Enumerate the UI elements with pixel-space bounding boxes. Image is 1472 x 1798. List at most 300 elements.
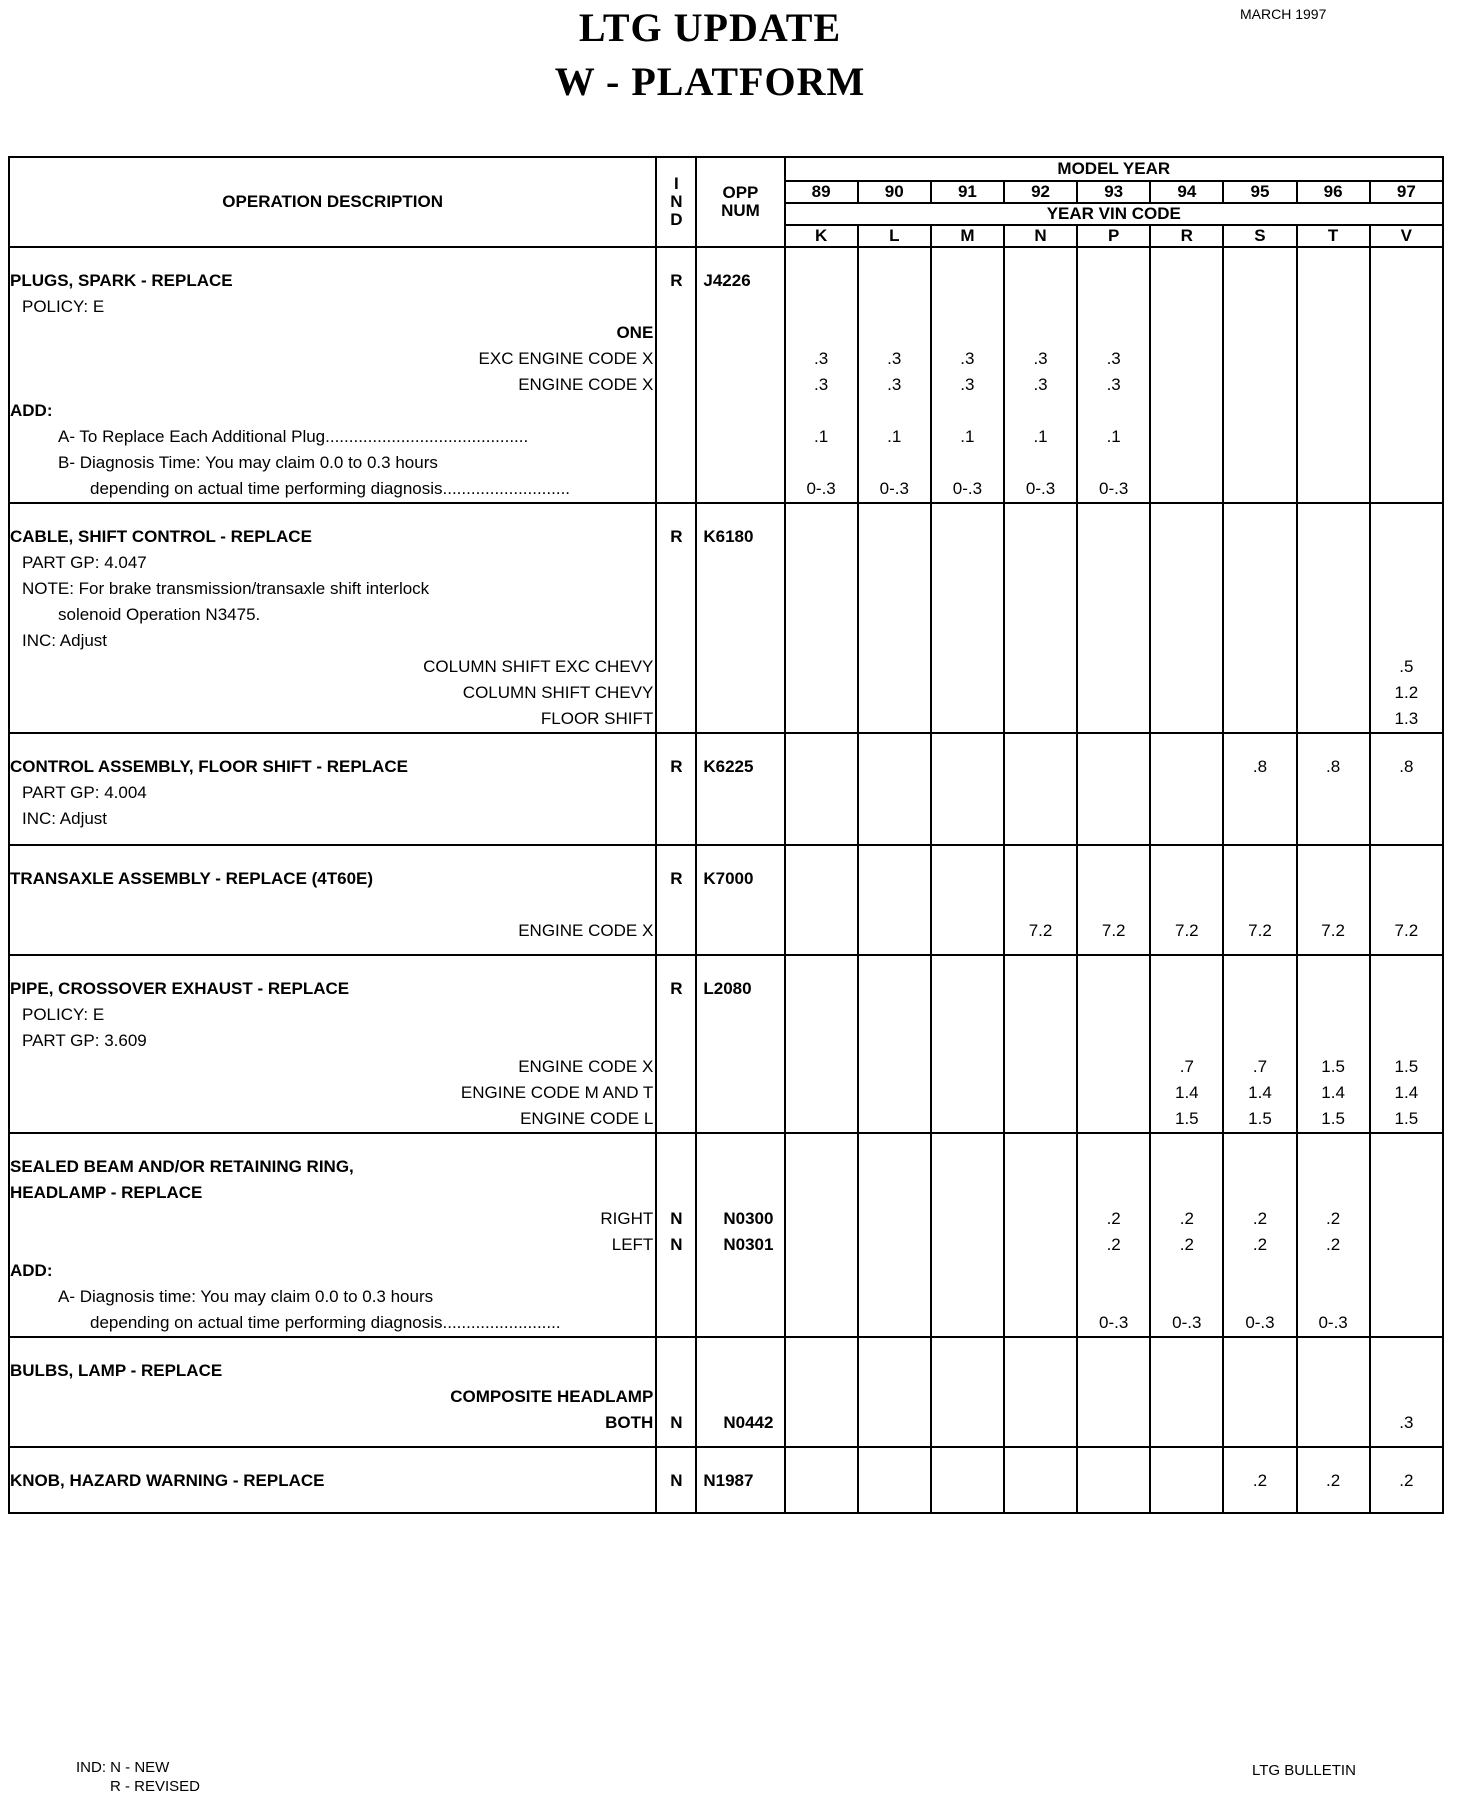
labor-time-value [1005,780,1076,806]
labor-time-value [1224,320,1295,346]
ind-cell [656,845,696,955]
year-97-cell [1370,247,1443,503]
description-line: ADD: [10,1261,53,1280]
labor-time-value [1005,576,1076,602]
description-line: depending on actual time performing diagnosis........................... [90,479,571,498]
ind-value [657,1310,695,1336]
labor-time-value: .1 [887,427,902,446]
labor-time-value [932,806,1003,832]
labor-time-value [1371,1358,1442,1384]
year-89-cell [785,1337,858,1447]
labor-time-value [1005,1080,1076,1106]
year-95-cell [1223,1337,1296,1447]
labor-time-value [1078,754,1149,780]
labor-time-value: .5 [1399,657,1414,676]
year-94-cell [1150,955,1223,1133]
labor-time-value [1151,892,1222,918]
labor-time-value [1224,524,1295,550]
year-97-cell [1370,733,1443,845]
labor-time-value [1005,1310,1076,1336]
labor-time-value: 0-.3 [806,479,836,498]
labor-time-value [859,1002,930,1028]
labor-time-value [1224,294,1295,320]
header-year-89: 89 [785,181,858,203]
ind-value: N [670,1471,683,1490]
year-92-cell [1004,955,1077,1133]
operation-description [9,845,656,955]
labor-time-value: .2 [1326,1209,1341,1228]
labor-time-value [786,1154,857,1180]
labor-time-value [1371,1002,1442,1028]
labor-time-value [859,1310,930,1336]
labor-time-value [1151,476,1222,502]
labor-time-value [786,1284,857,1310]
labor-time-value: .3 [1399,1413,1414,1432]
labor-time-value [1078,1054,1149,1080]
labor-time-value [786,1106,857,1132]
labor-time-value [1078,550,1149,576]
labor-time-value: 7.2 [1101,921,1126,940]
labor-time-value [1224,346,1295,372]
labor-time-value [1005,654,1076,680]
year-90-cell [858,247,931,503]
labor-time-value: 1.5 [1248,1109,1272,1128]
labor-time-value [1371,550,1442,576]
labor-time-value [1371,294,1442,320]
labor-time-value [859,780,930,806]
labor-time-value: 1.5 [1394,1109,1419,1128]
opp-num-value: N0301 [723,1235,774,1254]
labor-time-value: 1.5 [1394,1057,1419,1076]
labor-time-value [1224,680,1295,706]
labor-time-value [1298,1284,1369,1310]
labor-time-value [859,1384,930,1410]
opp-num-value [703,1258,783,1284]
opp-num-value: N1987 [703,1471,754,1490]
labor-time-value [786,602,857,628]
labor-time-value: .3 [1106,375,1121,394]
description-line: COMPOSITE HEADLAMP [450,1387,654,1406]
labor-time-value [932,268,1003,294]
labor-time-value [1151,1180,1222,1206]
labor-time-value [1005,866,1076,892]
labor-time-value [1298,780,1369,806]
description-line: INC: Adjust [22,631,108,650]
year-90-cell [858,1337,931,1447]
labor-time-value [1151,1258,1222,1284]
labor-time-value [859,654,930,680]
labor-time-value [1078,1358,1149,1384]
labor-time-value: 1.4 [1321,1083,1345,1102]
year-91-cell [931,503,1004,733]
opp-num-cell [696,955,784,1133]
labor-time-value [1078,806,1149,832]
labor-time-value [786,1054,857,1080]
labor-time-value [1078,892,1149,918]
ind-value: N [670,1413,683,1432]
labor-time-value: 7.2 [1321,921,1345,940]
description-line: ENGINE CODE X [518,921,654,940]
labor-time-value [932,654,1003,680]
labor-time-value [786,550,857,576]
labor-time-value: .2 [1399,1471,1414,1490]
labor-time-value [786,398,857,424]
labor-time-value [786,1002,857,1028]
labor-time-value [932,1232,1003,1258]
labor-time-value: .8 [1399,757,1414,776]
labor-time-value [932,780,1003,806]
year-89-cell [785,733,858,845]
labor-time-value: .3 [814,375,829,394]
operation-description [9,1337,656,1447]
labor-time-value [1078,398,1149,424]
labor-time-value [1298,706,1369,732]
labor-time-value [1151,1468,1222,1494]
labor-time-value [1224,892,1295,918]
labor-time-value [932,1206,1003,1232]
labor-time-value [1224,806,1295,832]
labor-time-value [1078,1154,1149,1180]
year-97-cell [1370,845,1443,955]
labor-time-value [1005,1258,1076,1284]
labor-time-value [1224,654,1295,680]
labor-time-value [1151,754,1222,780]
opp-num-value: J4226 [703,271,751,290]
labor-time-value [1078,1180,1149,1206]
labor-time-value [1151,976,1222,1002]
header-year-90: 90 [858,181,931,203]
year-91-cell [931,955,1004,1133]
labor-time-value [786,806,857,832]
labor-time-value [1151,1028,1222,1054]
year-97-cell [1370,1133,1443,1337]
table-row [9,1133,1443,1337]
labor-time-value [859,1054,930,1080]
description-line: BOTH [605,1413,654,1432]
opp-num-value [703,1310,783,1336]
labor-time-value [1224,706,1295,732]
labor-time-value [786,268,857,294]
labor-time-value [1151,268,1222,294]
labor-time-value [859,1180,930,1206]
opp-num-value [703,1358,783,1384]
labor-time-value [1005,1206,1076,1232]
labor-time-value [859,1258,930,1284]
opp-num-value [703,1180,783,1206]
opp-num-value [703,1284,783,1310]
year-96-cell [1297,1133,1370,1337]
labor-time-value [859,1358,930,1384]
labor-time-value [932,1384,1003,1410]
ind-value [657,1180,695,1206]
year-96-cell [1297,845,1370,955]
labor-time-value [1224,602,1295,628]
table-row [9,845,1443,955]
labor-time-value [1151,346,1222,372]
labor-time-value [1371,424,1442,450]
ind-value [657,1154,695,1180]
ind-cell [656,955,696,1133]
labor-time-value [1298,976,1369,1002]
labor-time-value [1005,806,1076,832]
labor-time-value: .2 [1252,1471,1268,1490]
year-90-cell [858,503,931,733]
labor-time-value [1298,1384,1369,1410]
description-line: ENGINE CODE X [518,1057,654,1076]
year-89-cell [785,247,858,503]
labor-time-value [932,866,1003,892]
year-97-cell [1370,955,1443,1133]
header-year-94: 94 [1150,181,1223,203]
opp-num-value [703,1384,783,1410]
labor-time-value [1078,1384,1149,1410]
labor-time-value [932,320,1003,346]
labor-time-value [1298,294,1369,320]
labor-time-value [786,1028,857,1054]
labor-time-value [859,294,930,320]
year-91-cell [931,1447,1004,1513]
year-91-cell [931,247,1004,503]
labor-time-value [932,628,1003,654]
labor-time-value [1078,706,1149,732]
labor-time-value [1224,1154,1295,1180]
labor-time-value [859,1080,930,1106]
labor-time-value [786,866,857,892]
ind-value [657,1384,695,1410]
labor-time-value [786,1080,857,1106]
ind-legend [76,1758,200,1796]
year-95-cell [1223,733,1296,845]
labor-time-value: 0-.3 [1025,479,1056,498]
bulletin-date: MARCH 1997 [1240,6,1327,22]
year-95-cell [1223,247,1296,503]
labor-time-value [859,1232,930,1258]
labor-time-value [1078,1258,1149,1284]
labor-time-value [932,1180,1003,1206]
labor-time-value [1151,866,1222,892]
labor-time-value [1371,576,1442,602]
labor-time-value [1298,866,1369,892]
description-line: ENGINE CODE M AND T [460,1083,654,1102]
labor-time-value [932,1028,1003,1054]
labor-time-value [786,754,857,780]
labor-time-value [1298,602,1369,628]
labor-time-value [1371,1206,1442,1232]
labor-time-value [1078,294,1149,320]
labor-time-value [1298,1028,1369,1054]
labor-time-value [859,450,930,476]
labor-time-value [1151,550,1222,576]
labor-time-value [859,1154,930,1180]
description-line: FLOOR SHIFT [540,709,654,728]
labor-time-value [1224,866,1295,892]
labor-time-value [1224,628,1295,654]
labor-time-value [1298,1002,1369,1028]
description-line: PART GP: 4.047 [22,553,147,572]
labor-time-value [1005,1154,1076,1180]
labor-time-value [786,892,857,918]
description-line: ENGINE CODE L [520,1109,654,1128]
labor-time-value [786,1468,857,1494]
labor-time-value [1371,1028,1442,1054]
labor-time-value [1151,1154,1222,1180]
year-92-cell [1004,1447,1077,1513]
labor-time-value: .1 [1106,427,1121,446]
labor-time-value [1224,1410,1295,1436]
header-vin-N: N [1004,225,1077,247]
labor-time-value [1078,654,1149,680]
labor-time-value: .2 [1326,1471,1341,1490]
labor-time-value [1005,1468,1076,1494]
labor-time-value [1151,654,1222,680]
description-line: COLUMN SHIFT EXC CHEVY [423,657,654,676]
labor-time-value [859,1206,930,1232]
labor-time-value [1298,268,1369,294]
labor-time-value [932,1258,1003,1284]
labor-time-value [1151,680,1222,706]
labor-time-value: .1 [814,427,829,446]
labor-time-value [932,398,1003,424]
header-operation-description: OPERATION DESCRIPTION [9,157,656,247]
labor-time-value [1298,628,1369,654]
labor-time-value: 0-.3 [1099,1313,1129,1332]
labor-time-value [1371,806,1442,832]
ind-legend-revised: R - REVISED [110,1778,201,1795]
labor-time-value: .3 [1033,349,1048,368]
labor-time-value [859,918,930,944]
labor-time-value [859,1106,930,1132]
header-vin-V: V [1370,225,1443,247]
labor-time-value: 0-.3 [1245,1313,1275,1332]
year-97-cell [1370,503,1443,733]
labor-time-value [1078,866,1149,892]
labor-time-value [932,1080,1003,1106]
year-95-cell [1223,955,1296,1133]
footer-bulletin-label: LTG BULLETIN [1252,1762,1356,1779]
description-line: KNOB, HAZARD WARNING - REPLACE [10,1471,325,1490]
labor-time-value [786,450,857,476]
labor-time-value [786,780,857,806]
table-row [9,733,1443,845]
labor-time-value [932,1284,1003,1310]
labor-time-value [1224,476,1295,502]
labor-time-value: .1 [1033,427,1048,446]
ind-cell [656,733,696,845]
opp-num-value: N0300 [723,1209,774,1228]
labor-time-value: 1.4 [1394,1083,1419,1102]
opp-num-cell [696,1447,784,1513]
opp-num-cell [696,247,784,503]
labor-time-value [1005,1002,1076,1028]
year-92-cell [1004,1337,1077,1447]
labor-time-value [1371,1180,1442,1206]
header-year-96: 96 [1297,181,1370,203]
labor-time-value [1151,424,1222,450]
labor-time-value [1151,1358,1222,1384]
labor-time-value [859,550,930,576]
opp-num-cell [696,1133,784,1337]
labor-time-value [1005,1232,1076,1258]
labor-time-value [1224,1258,1295,1284]
labor-time-value [859,1410,930,1436]
year-93-cell [1077,1447,1150,1513]
labor-time-value: .3 [1106,349,1121,368]
labor-time-value [1371,602,1442,628]
labor-time-value [1005,294,1076,320]
labor-time-value [1224,1180,1295,1206]
year-93-cell [1077,503,1150,733]
labor-time-value [1078,628,1149,654]
year-92-cell [1004,247,1077,503]
labor-time-value [1298,892,1369,918]
year-93-cell [1077,733,1150,845]
header-model-year: MODEL YEAR [785,157,1443,181]
labor-time-value [932,524,1003,550]
labor-time-value: .2 [1179,1209,1194,1228]
labor-time-value [1371,524,1442,550]
labor-time-value [932,450,1003,476]
labor-time-value [786,1258,857,1284]
labor-time-value [1298,1180,1369,1206]
labor-time-value [1151,398,1222,424]
table-row [9,1337,1443,1447]
labor-time-value: .3 [960,375,975,394]
year-92-cell [1004,503,1077,733]
year-95-cell [1223,845,1296,955]
description-line: ONE [616,323,654,342]
ind-value: R [670,757,683,776]
labor-time-value: 1.4 [1175,1083,1199,1102]
labor-time-value: .8 [1252,757,1268,776]
ind-cell [656,1447,696,1513]
labor-time-value [1224,780,1295,806]
labor-time-value [1078,680,1149,706]
labor-time-value: .3 [814,349,829,368]
labor-time-value [1224,1358,1295,1384]
labor-time-value [1298,1258,1369,1284]
labor-time-value [932,294,1003,320]
labor-time-value [859,398,930,424]
description-line: depending on actual time performing diagnosis......................... [90,1313,561,1332]
labor-time-value [786,1310,857,1336]
header-year-92: 92 [1004,181,1077,203]
year-96-cell [1297,1337,1370,1447]
operation-description [9,733,656,845]
labor-time-value [1151,1384,1222,1410]
header-vin-M: M [931,225,1004,247]
header-year-97: 97 [1370,181,1443,203]
labor-time-value [1224,576,1295,602]
labor-time-value [1078,780,1149,806]
table-row [9,1447,1443,1513]
labor-time-value [1005,524,1076,550]
labor-time-value [859,976,930,1002]
labor-time-value [1151,602,1222,628]
year-96-cell [1297,503,1370,733]
labor-time-value [1298,1410,1369,1436]
labor-time-value [1298,372,1369,398]
description-line: A- Diagnosis time: You may claim 0.0 to 0.3 hours [58,1287,434,1306]
labor-time-value [932,1002,1003,1028]
labor-time-value [1298,654,1369,680]
labor-time-value [1224,372,1295,398]
labor-time-value [786,1384,857,1410]
labor-time-value [1371,1154,1442,1180]
labor-time-value: .8 [1326,757,1341,776]
operation-description [9,247,656,503]
labor-time-value: 7.2 [1175,921,1199,940]
labor-time-value [1151,1002,1222,1028]
